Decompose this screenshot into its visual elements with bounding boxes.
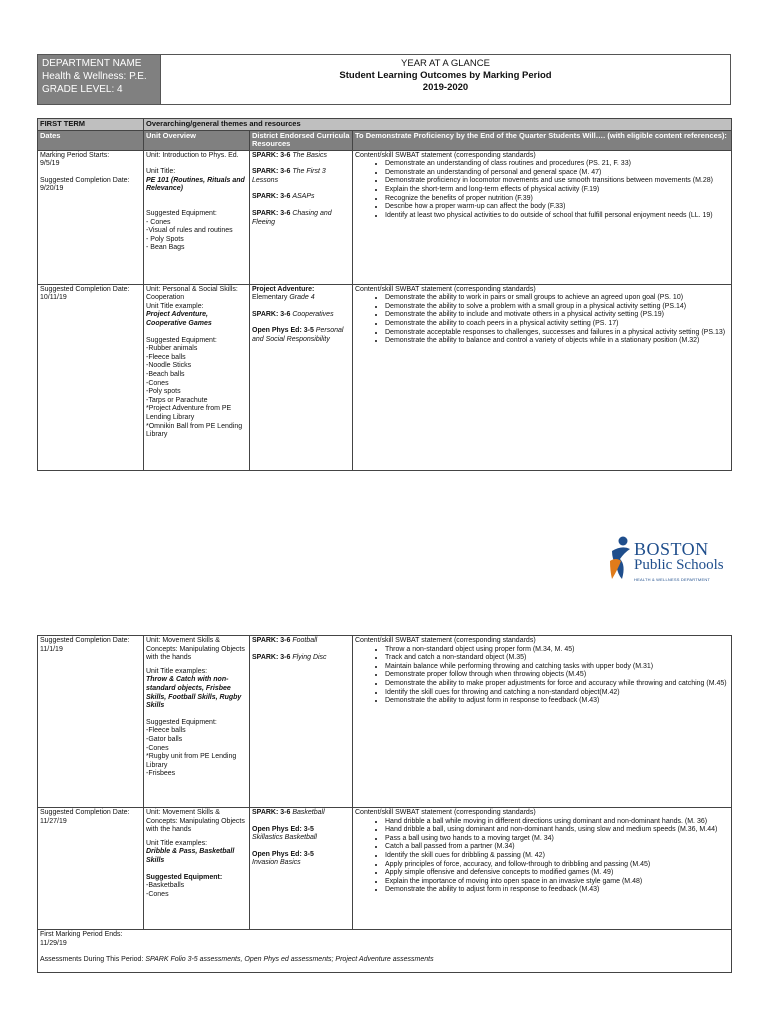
equipment-item: -Frisbees [146, 770, 176, 778]
footer-cell [38, 930, 732, 973]
resource-item: SPARK: 3-6 Chasing and Fleeing [252, 209, 332, 226]
list-item: • Demonstrate the ability to balance and control a variety of objects while in a stationary position (M.32) [385, 337, 729, 346]
outcome-list [355, 818, 729, 895]
outcomes-cell [353, 808, 732, 930]
outcome-list [355, 646, 729, 706]
term-label: FIRST TERM [38, 119, 144, 131]
outcomes-cell [353, 636, 732, 808]
col-demonstrate: To Demonstrate Proficiency by the End of the Quarter Students Will…. (with eligible content references): [353, 130, 732, 150]
themes-label: Overarching/general themes and resources [144, 119, 732, 131]
date-line: 11/27/19 [40, 817, 67, 825]
list-item: • Demonstrate an understanding of personal and general space (M. 47) [385, 169, 729, 178]
first-term-table [37, 118, 732, 471]
date-line: 9/5/19 [40, 160, 60, 168]
resource-item: SPARK: 3-6 ASAPs [252, 193, 315, 201]
list-item: • Demonstrate acceptable responses to challenges, successes and failures in a physical activity setting (PS.13) [385, 329, 729, 338]
equipment-label: Suggested Equipment: [146, 718, 217, 726]
header-box [37, 54, 731, 105]
resource-item: SPARK: 3-6 The First 3 Lessons [252, 168, 326, 184]
footer-row [38, 930, 732, 973]
date-line: Marking Period Starts: [40, 151, 110, 159]
list-item: • Apply principles of force, accuracy, and follow-through to dribbling and passing (M.45) [385, 861, 729, 870]
date-line: Suggested Completion Date: [40, 176, 130, 184]
table-row [38, 808, 732, 930]
first-term-table-continued [37, 635, 732, 973]
list-item: • Demonstrate proper follow through when throwing objects (M.45) [385, 671, 729, 680]
unit-cell [144, 150, 250, 284]
list-item: • Catch a ball passed from a partner (M.34) [385, 843, 729, 852]
list-item: • Pass a ball using two hands to a moving target (M. 34) [385, 835, 729, 844]
unit-intro: Unit: Introduction to Phys. Ed. [146, 151, 239, 159]
dates-cell [38, 636, 144, 808]
col-district-resources: District Endorsed Curricula Resources [250, 130, 353, 150]
outcome-list [355, 160, 729, 220]
resource-item: Open Phys Ed: 3-5 Personal and Social Responsibility [252, 327, 344, 343]
equipment-item: -Basketballs [146, 882, 185, 890]
period-end-date: 11/29/19 [40, 939, 67, 947]
equipment-item: - Bean Bags [146, 244, 185, 252]
resource-item: Open Phys Ed: 3-5 Invasion Basics [252, 850, 314, 867]
equipment-item: -Noodle Sticks [146, 362, 192, 370]
list-item: • Demonstrate the ability to solve a problem with a small group in a physical activity setting (PS.14) [385, 303, 729, 312]
equipment-item: *Project Adventure from PE Lending Library [146, 405, 232, 421]
list-item: • Hand dribble a ball while moving in different directions using dominant and non-dominant hands. (M. 36) [385, 818, 729, 827]
list-item: • Apply simple offensive and defensive concepts to modified games (M. 49) [385, 869, 729, 878]
resource-item: Project Adventure: Elementary Grade 4 [252, 285, 315, 302]
unit-intro: Unit: Movement Skills & Concepts: Manipulating Objects with the hands [146, 637, 245, 662]
swbat-statement: Content/skill SWBAT statement (corresponding standards) [355, 637, 536, 644]
grade-level: GRADE LEVEL: 4 [42, 84, 123, 95]
resource-item: SPARK: 3-6 Cooperatives [252, 310, 334, 318]
list-item: • Hand dribble a ball, using dominant and non-dominant hands, using slow and medium speeds (M.36, M.44) [385, 826, 729, 835]
table-row [38, 636, 732, 808]
logo-line-boston: BOSTON [634, 539, 709, 559]
unit-cell [144, 636, 250, 808]
resource-item: SPARK: 3-6 Football [252, 637, 318, 644]
date-line: Suggested Completion Date: [40, 637, 130, 644]
department-info [38, 55, 161, 104]
list-item: • Demonstrate the ability to coach peers in a physical activity setting (PS. 17) [385, 320, 729, 329]
swbat-statement: Content/skill SWBAT statement (corresponding standards) [355, 285, 536, 293]
equipment-item: -Gator balls [146, 735, 183, 743]
dates-cell [38, 808, 144, 930]
date-line: Suggested Completion Date: [40, 809, 130, 816]
outcomes-cell [353, 284, 732, 470]
unit-intro: Unit: Movement Skills & Concepts: Manipulating Objects with the hands [146, 809, 245, 834]
equipment-item: -Visual of rules and routines [146, 227, 233, 235]
year-at-a-glance-title: YEAR AT A GLANCE [401, 58, 490, 69]
resource-item: SPARK: 3-6 The Basics [252, 151, 327, 159]
unit-cell [144, 808, 250, 930]
dates-cell [38, 284, 144, 470]
unit-intro: Unit: Personal & Social Skills: Cooperation [146, 285, 238, 302]
resource-item: SPARK: 3-6 Flying Disc [252, 653, 327, 661]
resources-cell [250, 150, 353, 284]
outcomes-subtitle: Student Learning Outcomes by Marking Period [339, 70, 552, 81]
outcomes-cell [353, 150, 732, 284]
resources-cell [250, 808, 353, 930]
resources-cell [250, 636, 353, 808]
list-item: • Identify the skill cues for throwing and catching a non-standard object(M.42) [385, 689, 729, 698]
document-title-block [161, 55, 730, 104]
equipment-item: - Cones [146, 218, 171, 226]
equipment-label: Suggested Equipment: [146, 336, 217, 344]
equipment-item: -Tarps or Parachute [146, 396, 208, 404]
school-year: 2019-2020 [422, 82, 469, 93]
table-row [38, 150, 732, 284]
equipment-item: *Rugby unit from PE Lending Library [146, 753, 237, 769]
equipment-item: -Cones [146, 890, 169, 898]
equipment-item: -Cones [146, 379, 169, 387]
date-line: Suggested Completion Date: [40, 285, 130, 293]
list-item: • Explain the importance of moving into open space in an invasive style game (M.48) [385, 878, 729, 887]
logo-line-department: HEALTH & WELLNESS DEPARTMENT [634, 577, 711, 582]
resource-item: SPARK: 3-6 Basketball [252, 809, 325, 816]
unit-cell [144, 284, 250, 470]
col-unit-overview: Unit Overview [144, 130, 250, 150]
list-item: • Throw a non-standard object using proper form (M.34, M. 45) [385, 646, 729, 655]
equipment-item: -Beach balls [146, 370, 185, 378]
period-end-label: First Marking Period Ends: [40, 931, 123, 938]
unit-title-label: Unit Title examples: [146, 667, 208, 675]
equipment-item: -Poly spots [146, 388, 181, 396]
logo-line-public-schools: Public Schools [634, 557, 724, 573]
unit-title: Dribble & Pass, Basketball Skills [146, 848, 235, 864]
equipment-item: -Fleece balls [146, 353, 186, 361]
resources-cell [250, 284, 353, 470]
col-dates: Dates [38, 130, 144, 150]
list-item: • Demonstrate an understanding of class routines and procedures (PS. 21, F. 33) [385, 160, 729, 169]
swbat-statement: Content/skill SWBAT statement (corresponding standards) [355, 809, 536, 816]
date-line: 11/1/19 [40, 645, 63, 653]
outcome-list [355, 294, 729, 346]
list-item: • Maintain balance while performing throwing and catching tasks with upper body (M.31) [385, 663, 729, 672]
swbat-statement: Content/skill SWBAT statement (corresponding standards) [355, 151, 536, 159]
date-line: 9/20/19 [40, 185, 64, 193]
equipment-item: -Fleece balls [146, 727, 186, 735]
column-header-row [38, 130, 732, 150]
list-item: • Demonstrate the ability to work in pairs or small groups to achieve an agreed upon goal (PS. 10) [385, 294, 729, 303]
unit-title-label: Unit Title example: [146, 302, 204, 310]
dates-cell [38, 150, 144, 284]
resource-item: Open Phys Ed: 3-5 Skillastics Basketball [252, 825, 317, 842]
list-item: • Demonstrate the ability to make proper adjustments for force and accuracy while throwing and catching (M.45) [385, 680, 729, 689]
list-item: • Track and catch a non-standard object (M.35) [385, 654, 729, 663]
equipment-item: *Omnikin Ball from PE Lending Library [146, 422, 243, 439]
unit-title: Throw & Catch with non-standard objects, Frisbee Skills, Football Skills, Rugby Skills [146, 676, 242, 710]
list-item: • Demonstrate proficiency in locomotor movements and use smooth transitions between movements (M.28) [385, 177, 729, 186]
list-item: • Demonstrate the ability to include and motivate others in a physical activity setting (PS.19) [385, 311, 729, 320]
assessments-value: SPARK Folio 3-5 assessments, Open Phys ed assessments; Project Adventure assessments [145, 956, 434, 964]
unit-title: Project Adventure, Cooperative Games [146, 311, 212, 327]
unit-title-label: Unit Title: [146, 168, 176, 176]
department-name-label: DEPARTMENT NAME [42, 58, 142, 69]
table-header-row [38, 119, 732, 131]
list-item: • Identify the skill cues for dribbling & passing (M. 42) [385, 852, 729, 861]
equipment-item: -Cones [146, 744, 169, 752]
list-item: • Describe how a proper warm-up can affect the body (F.33) [385, 203, 729, 212]
department-value: Health & Wellness: P.E. [42, 71, 147, 82]
list-item: • Demonstrate the ability to adjust form in response to feedback (M.43) [385, 886, 729, 895]
date-line: 10/11/19 [40, 294, 67, 302]
list-item: • Identify at least two physical activities to do outside of school that fulfill personal enjoyment needs (LL. 19) [385, 212, 729, 221]
list-item: • Demonstrate the ability to adjust form in response to feedback (M.43) [385, 697, 729, 706]
equipment-label: Suggested Equipment: [146, 209, 217, 217]
equipment-item: -Rubber animals [146, 345, 198, 353]
equipment-item: - Poly Spots [146, 235, 184, 243]
assessments-line [40, 956, 729, 965]
person-figure-icon [606, 535, 634, 587]
table-row [38, 284, 732, 470]
list-item: • Explain the short-term and long-term effects of physical activity (F.19) [385, 186, 729, 195]
boston-public-schools-logo [606, 533, 728, 589]
unit-title-label: Unit Title examples: [146, 839, 208, 847]
equipment-label: Suggested Equipment: [146, 873, 223, 881]
unit-title: PE 101 (Routines, Rituals and Relevance) [146, 176, 245, 193]
list-item: • Recognize the benefits of proper nutrition (F.39) [385, 195, 729, 204]
assessments-label: Assessments During This Period: [40, 956, 146, 964]
